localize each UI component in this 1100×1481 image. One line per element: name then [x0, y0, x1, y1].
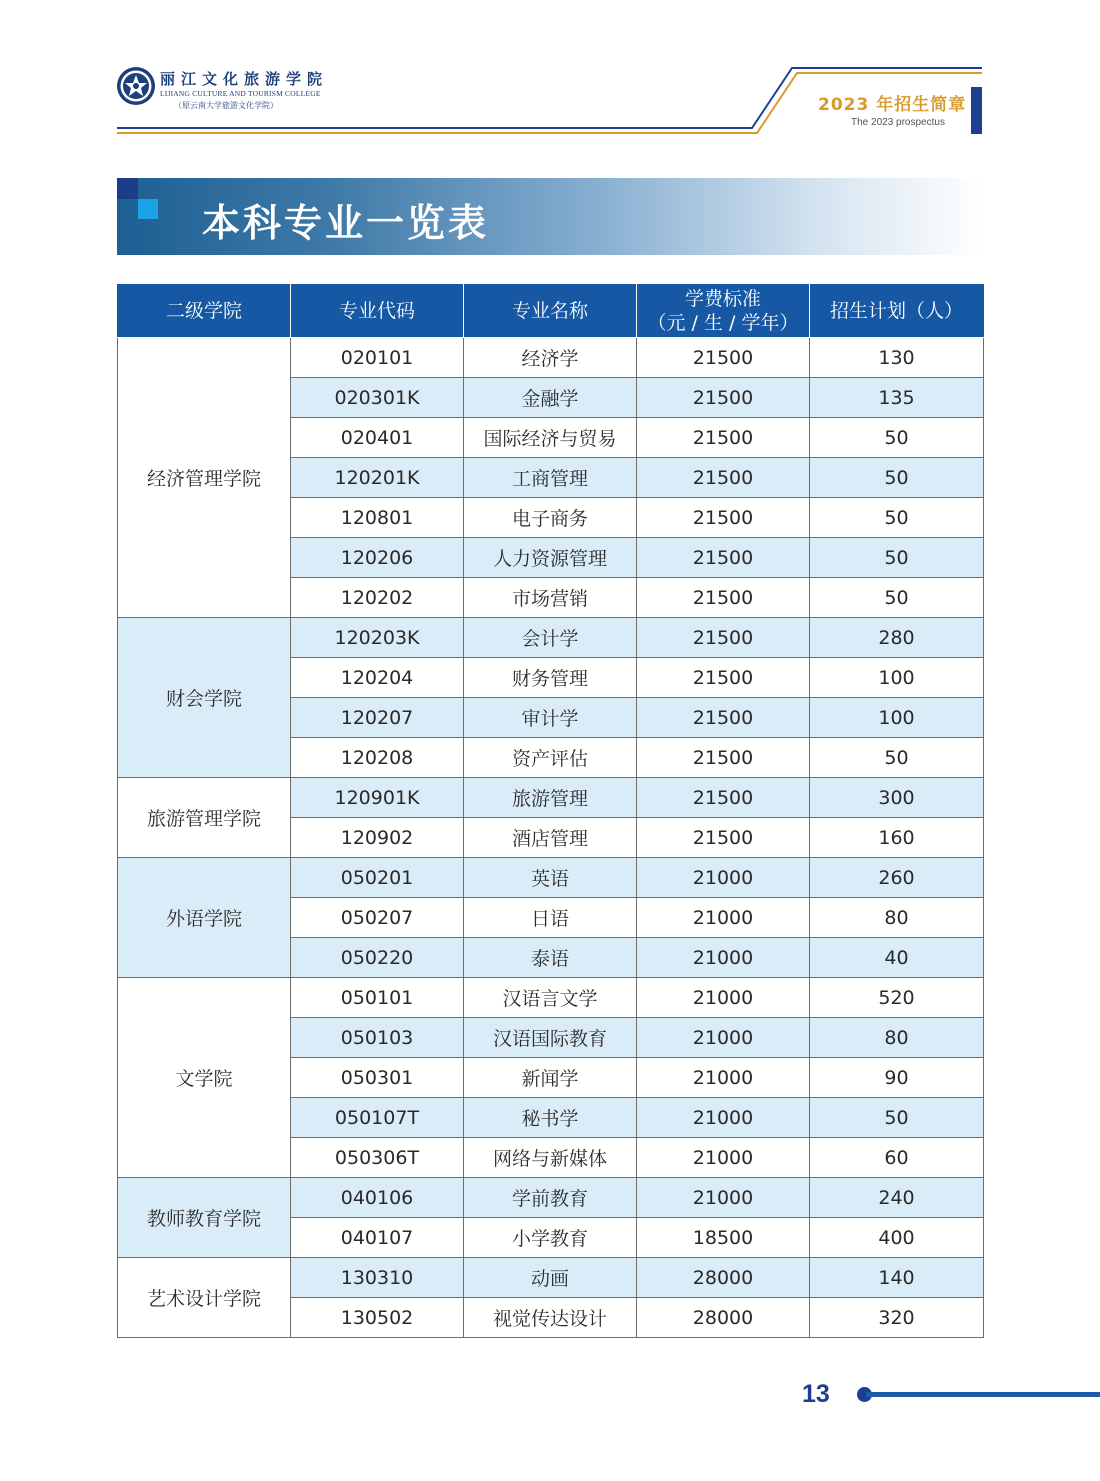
major-name-cell: 泰语 — [464, 938, 637, 978]
college-cell: 艺术设计学院 — [118, 1258, 291, 1338]
major-name-cell: 工商管理 — [464, 458, 637, 498]
major-code-cell: 040106 — [291, 1178, 464, 1218]
major-plan-cell: 280 — [810, 618, 984, 658]
major-code-cell: 040107 — [291, 1218, 464, 1258]
major-name-cell: 新闻学 — [464, 1058, 637, 1098]
major-tuition-cell: 21500 — [637, 338, 810, 378]
prospectus-title: 2023 年招生简章 — [818, 95, 967, 115]
major-plan-cell: 90 — [810, 1058, 984, 1098]
major-code-cell: 050306T — [291, 1138, 464, 1178]
banner-square-light — [138, 199, 158, 219]
major-code-cell: 120207 — [291, 698, 464, 738]
major-code-cell: 120208 — [291, 738, 464, 778]
major-plan-cell: 40 — [810, 938, 984, 978]
major-plan-cell: 135 — [810, 378, 984, 418]
major-tuition-cell: 21500 — [637, 658, 810, 698]
major-plan-cell: 80 — [810, 1018, 984, 1058]
table-row — [118, 618, 984, 658]
college-cell: 经济管理学院 — [118, 338, 291, 618]
table-row — [118, 338, 984, 378]
major-tuition-cell: 21000 — [637, 1178, 810, 1218]
major-name-cell: 学前教育 — [464, 1178, 637, 1218]
major-name-cell: 市场营销 — [464, 578, 637, 618]
major-name-cell: 视觉传达设计 — [464, 1298, 637, 1338]
major-name-cell: 财务管理 — [464, 658, 637, 698]
major-code-cell: 050103 — [291, 1018, 464, 1058]
table-body — [118, 338, 984, 1338]
major-tuition-cell: 28000 — [637, 1298, 810, 1338]
col-header-tuition-line2: （元 / 生 / 学年） — [647, 312, 799, 334]
major-code-cell: 120902 — [291, 818, 464, 858]
major-name-cell: 汉语言文学 — [464, 978, 637, 1018]
college-cell: 教师教育学院 — [118, 1178, 291, 1258]
major-code-cell: 120801 — [291, 498, 464, 538]
major-name-cell: 审计学 — [464, 698, 637, 738]
table-header-row — [118, 285, 984, 338]
major-plan-cell: 130 — [810, 338, 984, 378]
major-code-cell: 130310 — [291, 1258, 464, 1298]
major-plan-cell: 50 — [810, 458, 984, 498]
table-row — [118, 978, 984, 1018]
major-name-cell: 资产评估 — [464, 738, 637, 778]
major-name-cell: 国际经济与贸易 — [464, 418, 637, 458]
major-tuition-cell: 18500 — [637, 1218, 810, 1258]
major-name-cell: 小学教育 — [464, 1218, 637, 1258]
col-header-tuition — [637, 285, 810, 338]
major-code-cell: 050220 — [291, 938, 464, 978]
major-plan-cell: 320 — [810, 1298, 984, 1338]
page-title: 本科专业一览表 — [202, 201, 490, 245]
major-plan-cell: 50 — [810, 418, 984, 458]
major-code-cell: 020301K — [291, 378, 464, 418]
major-plan-cell: 50 — [810, 538, 984, 578]
major-code-cell: 020101 — [291, 338, 464, 378]
college-cell: 文学院 — [118, 978, 291, 1178]
majors-table — [117, 284, 984, 1338]
major-tuition-cell: 21000 — [637, 1098, 810, 1138]
major-code-cell: 120202 — [291, 578, 464, 618]
major-plan-cell: 260 — [810, 858, 984, 898]
major-plan-cell: 50 — [810, 1098, 984, 1138]
major-plan-cell: 100 — [810, 658, 984, 698]
major-tuition-cell: 21500 — [637, 378, 810, 418]
major-code-cell: 120204 — [291, 658, 464, 698]
major-tuition-cell: 21000 — [637, 898, 810, 938]
college-cell: 财会学院 — [118, 618, 291, 778]
major-tuition-cell: 21000 — [637, 1018, 810, 1058]
major-tuition-cell: 21000 — [637, 858, 810, 898]
major-name-cell: 网络与新媒体 — [464, 1138, 637, 1178]
major-code-cell: 050107T — [291, 1098, 464, 1138]
table-row — [118, 1178, 984, 1218]
major-plan-cell: 300 — [810, 778, 984, 818]
major-tuition-cell: 21500 — [637, 618, 810, 658]
major-tuition-cell: 21500 — [637, 498, 810, 538]
school-name-cn: 丽江文化旅游学院 — [160, 70, 329, 88]
major-code-cell: 050301 — [291, 1058, 464, 1098]
col-header-code: 专业代码 — [291, 285, 464, 338]
major-tuition-cell: 21000 — [637, 1138, 810, 1178]
school-name-en: LIJIANG CULTURE AND TOURISM COLLEGE — [160, 89, 321, 98]
major-code-cell: 020401 — [291, 418, 464, 458]
school-former-name: （原云南大学旅游文化学院） — [174, 101, 278, 110]
footer-line — [866, 1392, 1100, 1397]
major-code-cell: 120201K — [291, 458, 464, 498]
major-code-cell: 050101 — [291, 978, 464, 1018]
major-tuition-cell: 21500 — [637, 778, 810, 818]
col-header-tuition-line1: 学费标准 — [684, 288, 761, 310]
major-code-cell: 050201 — [291, 858, 464, 898]
header-accent-bar — [971, 87, 982, 134]
major-code-cell: 050207 — [291, 898, 464, 938]
major-plan-cell: 240 — [810, 1178, 984, 1218]
major-name-cell: 动画 — [464, 1258, 637, 1298]
prospectus-subtitle: The 2023 prospectus — [851, 117, 945, 128]
major-code-cell: 120206 — [291, 538, 464, 578]
major-tuition-cell: 21000 — [637, 978, 810, 1018]
major-plan-cell: 50 — [810, 738, 984, 778]
major-name-cell: 酒店管理 — [464, 818, 637, 858]
major-tuition-cell: 21500 — [637, 418, 810, 458]
majors-table-container — [117, 284, 983, 1338]
major-name-cell: 电子商务 — [464, 498, 637, 538]
major-tuition-cell: 21000 — [637, 938, 810, 978]
table-row — [118, 1258, 984, 1298]
table-row — [118, 778, 984, 818]
major-name-cell: 日语 — [464, 898, 637, 938]
major-code-cell: 120901K — [291, 778, 464, 818]
major-tuition-cell: 21500 — [637, 698, 810, 738]
major-plan-cell: 400 — [810, 1218, 984, 1258]
major-name-cell: 人力资源管理 — [464, 538, 637, 578]
major-plan-cell: 50 — [810, 578, 984, 618]
major-code-cell: 120203K — [291, 618, 464, 658]
major-tuition-cell: 21000 — [637, 1058, 810, 1098]
major-plan-cell: 100 — [810, 698, 984, 738]
major-tuition-cell: 28000 — [637, 1258, 810, 1298]
major-name-cell: 秘书学 — [464, 1098, 637, 1138]
major-tuition-cell: 21500 — [637, 818, 810, 858]
page-number: 13 — [802, 1380, 830, 1408]
banner-square-dark — [117, 178, 138, 199]
major-plan-cell: 80 — [810, 898, 984, 938]
major-tuition-cell: 21500 — [637, 738, 810, 778]
major-tuition-cell: 21500 — [637, 578, 810, 618]
col-header-name: 专业名称 — [464, 285, 637, 338]
major-plan-cell: 60 — [810, 1138, 984, 1178]
major-tuition-cell: 21500 — [637, 538, 810, 578]
table-row — [118, 858, 984, 898]
major-name-cell: 汉语国际教育 — [464, 1018, 637, 1058]
major-code-cell: 130502 — [291, 1298, 464, 1338]
major-name-cell: 旅游管理 — [464, 778, 637, 818]
major-tuition-cell: 21500 — [637, 458, 810, 498]
college-cell: 外语学院 — [118, 858, 291, 978]
major-name-cell: 英语 — [464, 858, 637, 898]
major-plan-cell: 140 — [810, 1258, 984, 1298]
major-plan-cell: 160 — [810, 818, 984, 858]
major-name-cell: 会计学 — [464, 618, 637, 658]
major-name-cell: 金融学 — [464, 378, 637, 418]
col-header-college: 二级学院 — [118, 285, 291, 338]
major-name-cell: 经济学 — [464, 338, 637, 378]
major-plan-cell: 520 — [810, 978, 984, 1018]
major-plan-cell: 50 — [810, 498, 984, 538]
col-header-plan: 招生计划（人） — [810, 285, 984, 338]
college-cell: 旅游管理学院 — [118, 778, 291, 858]
